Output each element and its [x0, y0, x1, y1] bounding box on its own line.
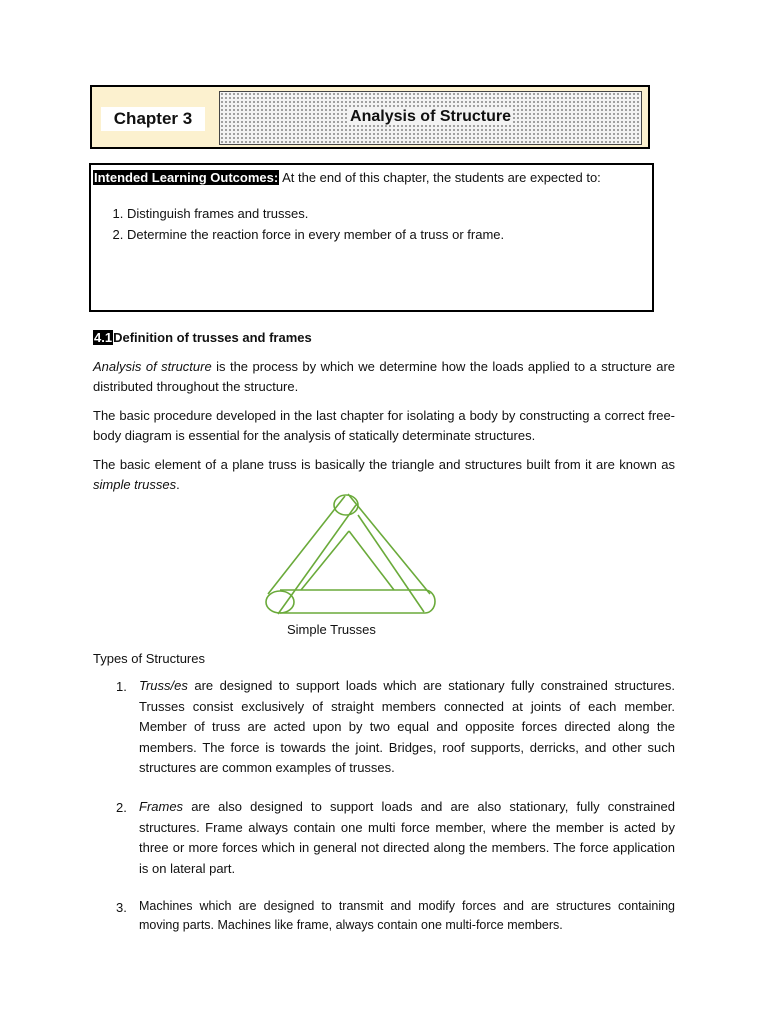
paragraph-analysis-text: is the process by which we determine how the loads applied to a structure are distributed throughout the structure.	[93, 359, 676, 394]
section-number: 4.1	[94, 330, 113, 345]
type-number: 2.	[116, 800, 127, 815]
type-item-term: Frames	[139, 799, 184, 814]
chapter-title-text: Analysis of Structure	[350, 108, 511, 125]
type-item-text: are designed to support loads which are stationary fully constrained structures. Trusses consist exclusively of straight members connected at joints of each member. Member of truss are acted upon by two equal and opposite forces directed along the members. The force is towards the joint. Bridges, roof supports, derricks, and other such structures are common examples of trusses.	[139, 678, 675, 775]
outcome-item: 2. Determine the reaction force in every member of a truss or frame.	[127, 226, 504, 243]
truss-outline	[266, 494, 435, 614]
section-heading	[93, 330, 312, 345]
truss-inner-left-edge	[301, 531, 349, 590]
outcomes-list	[95, 205, 504, 247]
type-number: 3.	[116, 900, 127, 915]
paragraph-plane-truss-end: .	[176, 477, 180, 492]
type-item-term: Truss/es	[139, 678, 188, 693]
outcomes-label: Intended Learning Outcomes:	[94, 170, 279, 185]
chapter-header	[90, 85, 650, 149]
section-title: Definition of trusses and frames	[113, 330, 312, 345]
outcome-item: 1. Distinguish frames and trusses.	[127, 205, 504, 222]
outcomes-intro: At the end of this chapter, the students are expected to:	[279, 170, 601, 185]
type-item-trusses	[139, 676, 675, 779]
title-panel	[219, 91, 642, 145]
paragraph-analysis-term: Analysis of structure	[93, 359, 212, 374]
type-number: 1.	[116, 679, 127, 694]
type-item-machines: Machines which are designed to transmit and modify forces and are structures containing moving parts. Machines like frame, always contain one multi-force members.	[139, 899, 675, 932]
truss-right-inner-edge	[358, 515, 424, 612]
paragraph-analysis	[93, 357, 675, 397]
paragraph-plane-truss-start: The basic element of a plane truss is basically the triangle and structures built from it are known as	[93, 457, 675, 472]
types-heading: Types of Structures	[93, 651, 205, 666]
simple-truss-figure	[260, 490, 445, 620]
learning-outcomes-box	[89, 163, 654, 312]
truss-right-outer-edge	[348, 494, 430, 594]
chapter-label: Chapter 3	[101, 107, 205, 131]
type-item-frames	[139, 797, 675, 879]
type-item-text: are also designed to support loads and are also stationary, fully constrained structures. Frame always contain one multi force member, where the member is acted by three or more forces which in general not directed along the members. The force application is on lateral part.	[139, 799, 675, 876]
chapter-title	[220, 108, 641, 126]
truss-left-joint	[266, 591, 294, 613]
truss-inner-right-edge	[349, 531, 394, 590]
paragraph-plane-truss	[93, 455, 675, 495]
figure-caption: Simple Trusses	[287, 622, 376, 637]
paragraph-plane-truss-term: simple trusses	[93, 477, 177, 492]
truss-left-outer-edge	[268, 496, 345, 594]
truss-left-inner-edge	[278, 505, 356, 614]
outcomes-heading	[93, 170, 601, 185]
paragraph-procedure: The basic procedure developed in the last chapter for isolating a body by constructing a correct free-body diagram is essential for the analysis of statically determinate structures.	[93, 408, 675, 443]
